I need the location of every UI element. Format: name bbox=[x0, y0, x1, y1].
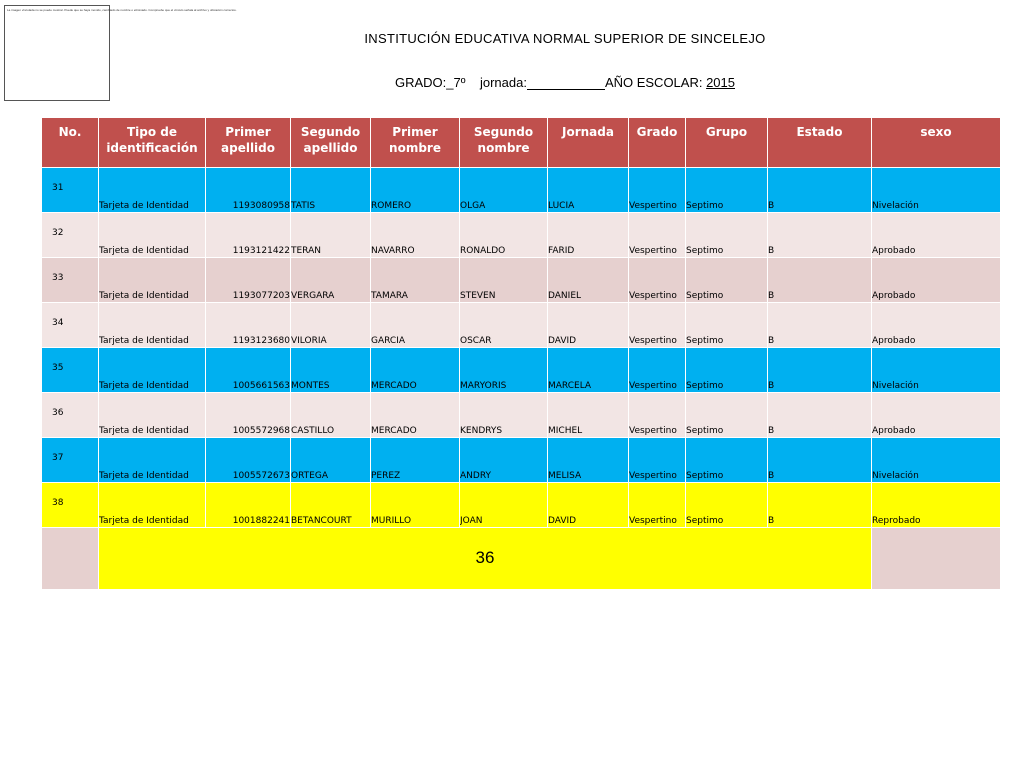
jornada-blank bbox=[527, 77, 605, 90]
cell-jornada: MICHEL bbox=[548, 393, 629, 438]
total-right-cell bbox=[872, 528, 1001, 590]
total-left-cell bbox=[42, 528, 99, 590]
cell-estado: B bbox=[768, 483, 872, 528]
cell-jornada: DAVID bbox=[548, 483, 629, 528]
cell-segundo-apellido: BETANCOURT bbox=[291, 483, 371, 528]
cell-tipo: Tarjeta de Identidad bbox=[99, 438, 206, 483]
cell-grado: Vespertino bbox=[629, 213, 686, 258]
page-subtitle bbox=[250, 75, 880, 90]
cell-segundo-apellido: TATIS bbox=[291, 168, 371, 213]
cell-tipo: Tarjeta de Identidad bbox=[99, 348, 206, 393]
cell-grado: Vespertino bbox=[629, 393, 686, 438]
cell-no: 35 bbox=[42, 348, 99, 393]
cell-grado: Vespertino bbox=[629, 168, 686, 213]
total-row bbox=[42, 528, 1001, 590]
cell-no: 37 bbox=[42, 438, 99, 483]
cell-grupo: Septimo bbox=[686, 168, 768, 213]
cell-grado: Vespertino bbox=[629, 348, 686, 393]
cell-segundo-apellido: TERAN bbox=[291, 213, 371, 258]
cell-segundo-nombre: OLGA bbox=[460, 168, 548, 213]
cell-segundo-apellido: VERGARA bbox=[291, 258, 371, 303]
cell-primer-nombre: PEREZ bbox=[371, 438, 460, 483]
cell-no: 34 bbox=[42, 303, 99, 348]
col-header-sexo: sexo bbox=[872, 118, 1001, 168]
cell-grupo: Septimo bbox=[686, 258, 768, 303]
cell-sexo: Aprobado bbox=[872, 213, 1001, 258]
cell-grupo: Septimo bbox=[686, 348, 768, 393]
jornada-label: jornada: bbox=[479, 75, 527, 90]
table-row bbox=[42, 213, 1001, 258]
table-row bbox=[42, 258, 1001, 303]
col-header-estado: Estado bbox=[768, 118, 872, 168]
cell-estado: B bbox=[768, 303, 872, 348]
cell-grupo: Septimo bbox=[686, 438, 768, 483]
cell-grupo: Septimo bbox=[686, 393, 768, 438]
cell-segundo-nombre: OSCAR bbox=[460, 303, 548, 348]
cell-tipo: Tarjeta de Identidad bbox=[99, 483, 206, 528]
cell-sexo: Nivelación bbox=[872, 348, 1001, 393]
cell-jornada: MARCELA bbox=[548, 348, 629, 393]
cell-no: 33 bbox=[42, 258, 99, 303]
cell-primer-nombre: GARCIA bbox=[371, 303, 460, 348]
cell-segundo-apellido: VILORIA bbox=[291, 303, 371, 348]
cell-segundo-nombre: RONALDO bbox=[460, 213, 548, 258]
cell-jornada: FARID bbox=[548, 213, 629, 258]
cell-tipo: Tarjeta de Identidad bbox=[99, 213, 206, 258]
cell-segundo-nombre: STEVEN bbox=[460, 258, 548, 303]
cell-segundo-nombre: ANDRY bbox=[460, 438, 548, 483]
cell-sexo: Aprobado bbox=[872, 258, 1001, 303]
cell-primer-nombre: TAMARA bbox=[371, 258, 460, 303]
cell-grupo: Septimo bbox=[686, 213, 768, 258]
col-header-no: No. bbox=[42, 118, 99, 168]
cell-estado: B bbox=[768, 258, 872, 303]
grado-label: GRADO:_7º bbox=[395, 75, 466, 90]
cell-grupo: Septimo bbox=[686, 303, 768, 348]
col-header-grado: Grado bbox=[629, 118, 686, 168]
cell-sexo: Reprobado bbox=[872, 483, 1001, 528]
cell-documento: 1005661563 bbox=[206, 348, 291, 393]
cell-documento: 1005572968 bbox=[206, 393, 291, 438]
cell-no: 38 bbox=[42, 483, 99, 528]
table-row bbox=[42, 348, 1001, 393]
cell-no: 31 bbox=[42, 168, 99, 213]
cell-segundo-nombre: KENDRYS bbox=[460, 393, 548, 438]
ano-value: 2015 bbox=[706, 75, 735, 90]
cell-tipo: Tarjeta de Identidad bbox=[99, 258, 206, 303]
col-header-segundo-nombre: Segundo nombre bbox=[460, 118, 548, 168]
col-header-tipo: Tipo de identificación bbox=[99, 118, 206, 168]
col-header-grupo: Grupo bbox=[686, 118, 768, 168]
cell-grado: Vespertino bbox=[629, 438, 686, 483]
cell-no: 36 bbox=[42, 393, 99, 438]
cell-documento: 1193121422 bbox=[206, 213, 291, 258]
cell-primer-nombre: NAVARRO bbox=[371, 213, 460, 258]
cell-documento: 1193080958 bbox=[206, 168, 291, 213]
cell-grupo: Septimo bbox=[686, 483, 768, 528]
table-row bbox=[42, 393, 1001, 438]
cell-segundo-apellido: ORTEGA bbox=[291, 438, 371, 483]
cell-no: 32 bbox=[42, 213, 99, 258]
missing-logo-image bbox=[4, 5, 237, 101]
cell-jornada: LUCIA bbox=[548, 168, 629, 213]
cell-estado: B bbox=[768, 348, 872, 393]
table-row bbox=[42, 483, 1001, 528]
cell-estado: B bbox=[768, 168, 872, 213]
cell-estado: B bbox=[768, 213, 872, 258]
cell-sexo: Nivelación bbox=[872, 438, 1001, 483]
table-row bbox=[42, 303, 1001, 348]
cell-jornada: MELISA bbox=[548, 438, 629, 483]
total-count: 36 bbox=[99, 528, 872, 590]
cell-primer-nombre: MURILLO bbox=[371, 483, 460, 528]
logo-caption: La imagen vinculada no se puede mostrar. Puede que se haya movido, cambiado de nombre o eliminado. Compruebe que el vínculo señala al archivo y ubicación correctos. bbox=[7, 8, 237, 12]
students-table bbox=[41, 117, 1001, 590]
ano-label: AÑO ESCOLAR: bbox=[604, 75, 707, 90]
col-header-segundo-apellido: Segundo apellido bbox=[291, 118, 371, 168]
cell-documento: 1001882241 bbox=[206, 483, 291, 528]
cell-primer-nombre: MERCADO bbox=[371, 348, 460, 393]
cell-grado: Vespertino bbox=[629, 483, 686, 528]
cell-documento: 1005572673 bbox=[206, 438, 291, 483]
col-header-jornada: Jornada bbox=[548, 118, 629, 168]
cell-tipo: Tarjeta de Identidad bbox=[99, 393, 206, 438]
table-row bbox=[42, 168, 1001, 213]
cell-tipo: Tarjeta de Identidad bbox=[99, 168, 206, 213]
cell-sexo: Aprobado bbox=[872, 393, 1001, 438]
cell-segundo-nombre: JOAN bbox=[460, 483, 548, 528]
col-header-primer-apellido: Primer apellido bbox=[206, 118, 291, 168]
cell-jornada: DANIEL bbox=[548, 258, 629, 303]
cell-jornada: DAVID bbox=[548, 303, 629, 348]
col-header-primer-nombre: Primer nombre bbox=[371, 118, 460, 168]
page-title: INSTITUCIÓN EDUCATIVA NORMAL SUPERIOR DE SINCELEJO bbox=[364, 31, 766, 46]
table-row bbox=[42, 438, 1001, 483]
table-header-row bbox=[42, 118, 1001, 168]
cell-documento: 1193123680 bbox=[206, 303, 291, 348]
cell-segundo-nombre: MARYORIS bbox=[460, 348, 548, 393]
cell-primer-nombre: ROMERO bbox=[371, 168, 460, 213]
cell-grado: Vespertino bbox=[629, 303, 686, 348]
cell-sexo: Nivelación bbox=[872, 168, 1001, 213]
cell-tipo: Tarjeta de Identidad bbox=[99, 303, 206, 348]
cell-segundo-apellido: MONTES bbox=[291, 348, 371, 393]
cell-segundo-apellido: CASTILLO bbox=[291, 393, 371, 438]
cell-grado: Vespertino bbox=[629, 258, 686, 303]
cell-documento: 1193077203 bbox=[206, 258, 291, 303]
cell-primer-nombre: MERCADO bbox=[371, 393, 460, 438]
cell-sexo: Aprobado bbox=[872, 303, 1001, 348]
cell-estado: B bbox=[768, 438, 872, 483]
cell-estado: B bbox=[768, 393, 872, 438]
